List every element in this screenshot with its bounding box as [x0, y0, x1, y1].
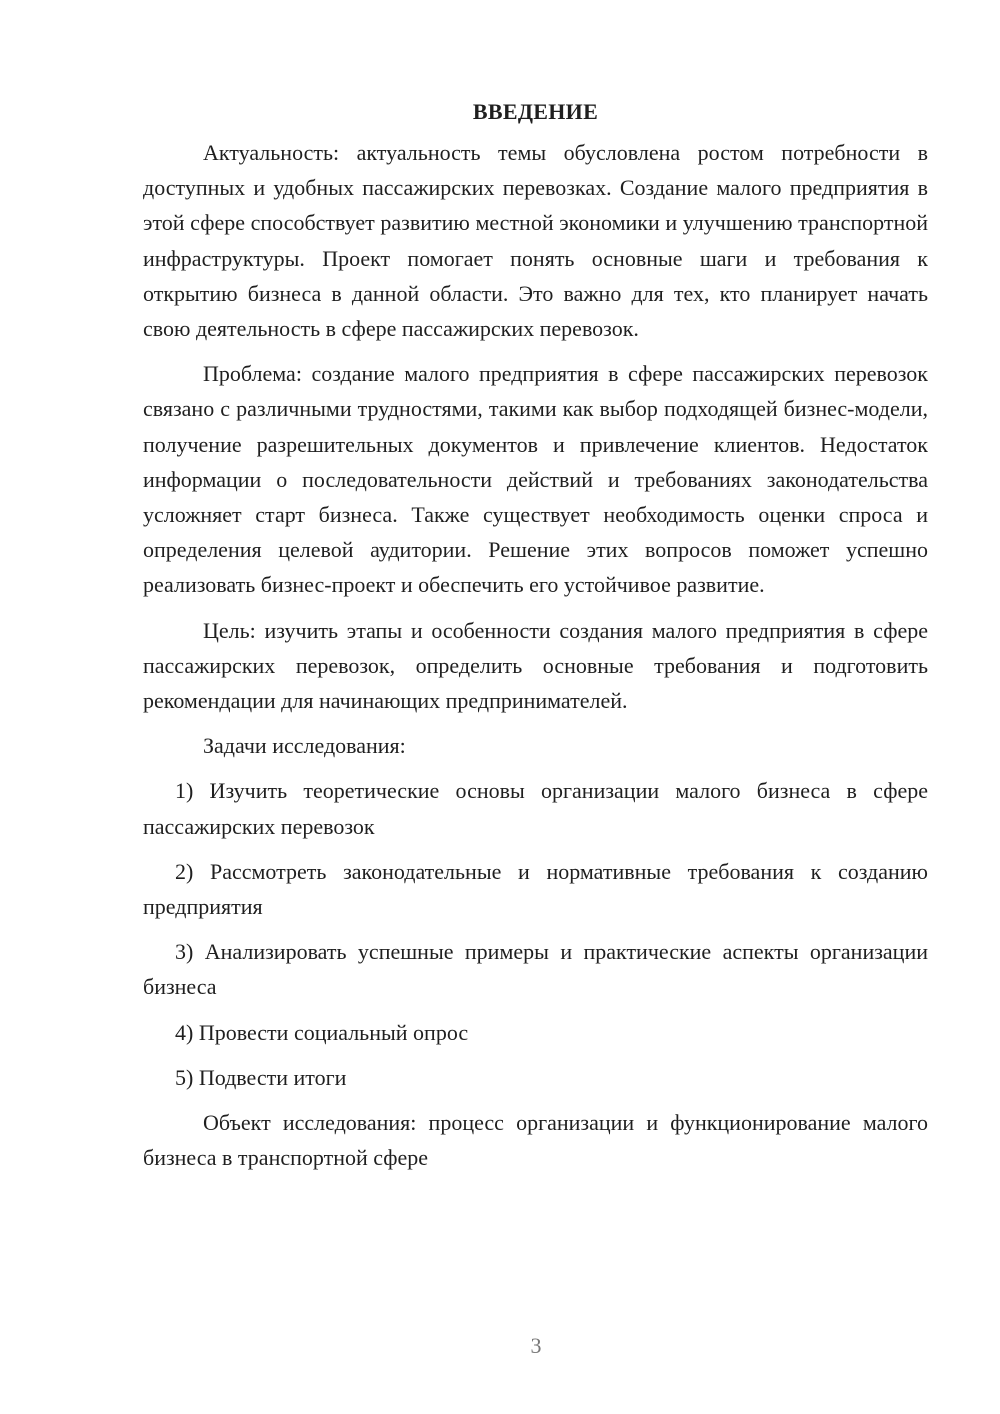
goal-paragraph: Цель: изучить этапы и особенности создания малого предприятия в сфере пассажирских перевозок, определить основные требования и подготовить рекомендации для начинающих предпринимателей. [143, 617, 928, 714]
object-paragraph: Объект исследования: процесс организации и функционирование малого бизнеса в транспортной сфере [143, 1110, 928, 1171]
problem-paragraph: Проблема: создание малого предприятия в сфере пассажирских перевозок связано с различными трудностями, такими как выбор подходящей бизнес-модели, получение разрешительных документов и привлечение клиентов. Недостаток информации о последовательности действий и требованиях законодательства усложняет старт бизнеса. Также существует необходимость оценки спроса и определения целевой аудитории. Решение этих вопросов поможет успешно реализовать бизнес-проект и обеспечить его устойчивое развитие. [143, 361, 928, 598]
task-item: 4) Провести социальный опрос [175, 1019, 469, 1045]
section-heading: ВВЕДЕНИЕ [472, 99, 599, 124]
task-item: 3) Анализировать успешные примеры и практические аспекты организации бизнеса [143, 939, 928, 1000]
relevance-paragraph: Актуальность: актуальность темы обусловлена ростом потребности в доступных и удобных пассажирских перевозках. Создание малого предприятия в этой сфере способствует развитию местной экономики и улучшению транспортной инфраструктуры. Проект помогает понять основные шаги и требования к открытию бизнеса в данной области. Это важно для тех, кто планирует начать свою деятельность в сфере пассажирских перевозок. [143, 140, 928, 342]
task-item: 5) Подвести итоги [175, 1064, 347, 1090]
task-item: 1) Изучить теоретические основы организации малого бизнеса в сфере пассажирских перевозок [143, 778, 928, 839]
tasks-heading: Задачи исследования: [203, 733, 406, 759]
page-number: 3 [530, 1333, 542, 1358]
page-content [143, 94, 928, 1185]
task-item: 2) Рассмотреть законодательные и нормативные требования к созданию предприятия [143, 858, 928, 920]
